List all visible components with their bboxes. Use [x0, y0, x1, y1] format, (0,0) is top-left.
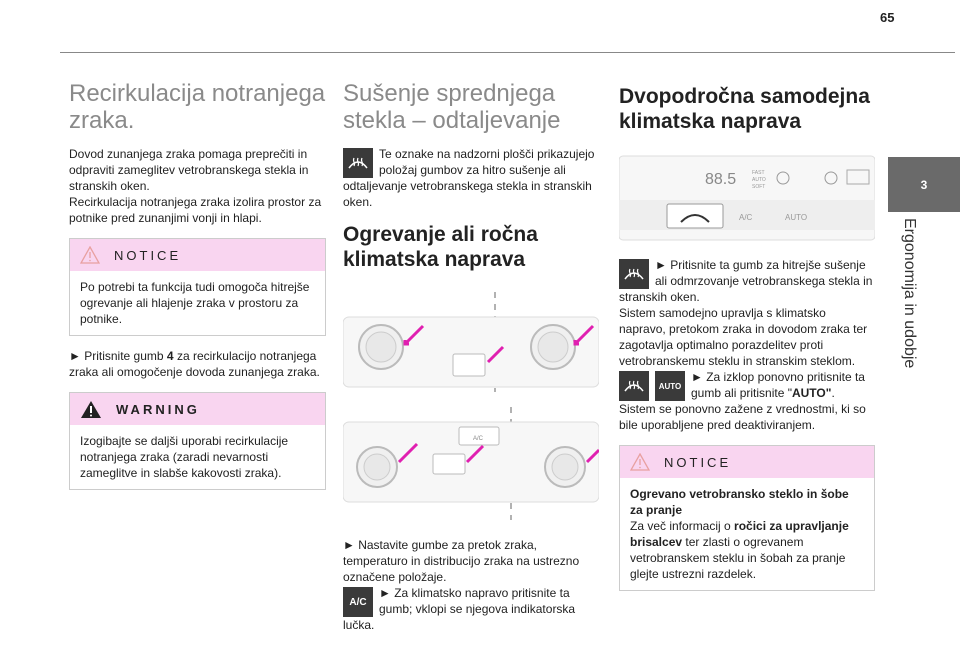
defrost-windscreen-icon [343, 148, 373, 178]
warning-header [70, 393, 325, 425]
ac-button-icon: A/C [343, 587, 373, 617]
warning-text: Izogibajte se daljši uporabi recirkulacije notranjega zraka (zaradi nevarnosti zameglitve in slabše kakovosti zraka). [80, 434, 289, 480]
recirc-para-1: Dovod zunanjega zraka pomaga preprečiti in odpraviti zameglitev vetrobranskega stekla in stranskih oken. [69, 147, 309, 193]
notice-triangle-icon [80, 246, 100, 264]
svg-text:SOFT: SOFT [752, 184, 766, 190]
notice-title-auto: NOTICE [664, 454, 732, 470]
notice-box-auto [619, 445, 875, 591]
notice-header [70, 239, 325, 271]
auto-button-icon: AUTO [655, 371, 685, 401]
warning-title: WARNING [116, 401, 200, 417]
notice-triangle-icon [630, 453, 650, 471]
page-number: 65 [880, 10, 895, 25]
warning-box [69, 392, 326, 490]
panel-ac-text: A/C [473, 436, 484, 442]
auto-panel-illustration [619, 154, 875, 242]
section-title-auto-ac: Dvopodročna samodejna klimatska naprava [619, 85, 870, 133]
warning-triangle-icon [80, 400, 102, 419]
chapter-label [900, 218, 920, 428]
ac-step: A/C ► Za klimatsko napravo pritisnite ta gumb; vklopi se njegova indikatorska lučka. [343, 586, 576, 632]
column-recirculation [69, 80, 326, 502]
column-auto-ac [619, 80, 875, 603]
svg-text:AUTO: AUTO [752, 177, 766, 183]
recirc-step: ► Pritisnite gumb 4 za recirkulacijo notranjega zraka ali omogočenje dovoda zunanjega zraka. [69, 349, 320, 379]
svg-text:FAST: FAST [752, 170, 765, 176]
panel-temp-display: 88.5 [705, 171, 737, 188]
section-title-recirculation: Recirkulacija notranjega zraka. [69, 80, 326, 134]
recirc-para-2: Recirkulacija notranjega zraka izolira prostor za potnike pred zunanjimi vonji in hlapi. [69, 195, 322, 225]
notice-text-auto: Ogrevano vetrobransko steklo in šobe za pranje Za več informacij o ročici za upravljanje brisalcev ter zlasti o ogrevanem vetrobranskem steklu in šobah za pranje glejte ustrezni razdelek. [630, 487, 849, 581]
auto-step-2: AUTO ► Za izklop ponovno pritisnite ta gumb ali pritisnite "AUTO". [619, 369, 875, 401]
notice-title: NOTICE [114, 247, 182, 263]
notice-box [69, 238, 326, 336]
auto-para-2: Sistem samodejno upravlja s klimatsko napravo, pretokom zraka in dovodom zraka ter zagotavlja optimalno porazdelitev proti vetrobranskemu steklu in stranskim steklom. [619, 306, 868, 368]
auto-para-3: Sistem se ponovno zažene z vrednostmi, ki so bile uporabljene pred deaktiviranjem. [619, 402, 866, 432]
manual-step-1: ► Nastavite gumbe za pretok zraka, temperaturo in distribucijo zraka na ustrezno označene položaje. [343, 538, 580, 584]
defrost-windscreen-icon [619, 259, 649, 289]
auto-step-1: ► Pritisnite ta gumb za hitrejše sušenje ali odmrzovanje vetrobranskega stekla in stranskih oken. [619, 258, 873, 304]
chapter-title: Ergonomija in udobje [901, 218, 918, 369]
header-rule [60, 52, 955, 53]
defrost-intro: Te oznake na nadzorni plošči prikazujejo položaj gumbov za hitro sušenje ali odtaljevanje vetrobranskega stekla in stranskih oken. [343, 147, 595, 209]
chapter-tab: 3 [888, 157, 960, 212]
section-title-defrost: Sušenje sprednjega stekla – odtaljevanje [343, 80, 561, 134]
panel-ac-label: A/C [739, 213, 753, 222]
notice-header-auto [620, 446, 874, 478]
subtitle-manual-ac: Ogrevanje ali ročna klimatska naprava [343, 223, 538, 271]
manual-panel-illustration [343, 292, 599, 522]
column-defrost [343, 80, 599, 633]
defrost-windscreen-icon [619, 371, 649, 401]
panel-auto-label: AUTO [785, 213, 808, 222]
notice-text: Po potrebi ta funkcija tudi omogoča hitrejše ogrevanje ali hlajenje zraka v prostoru za potnike. [80, 280, 310, 326]
